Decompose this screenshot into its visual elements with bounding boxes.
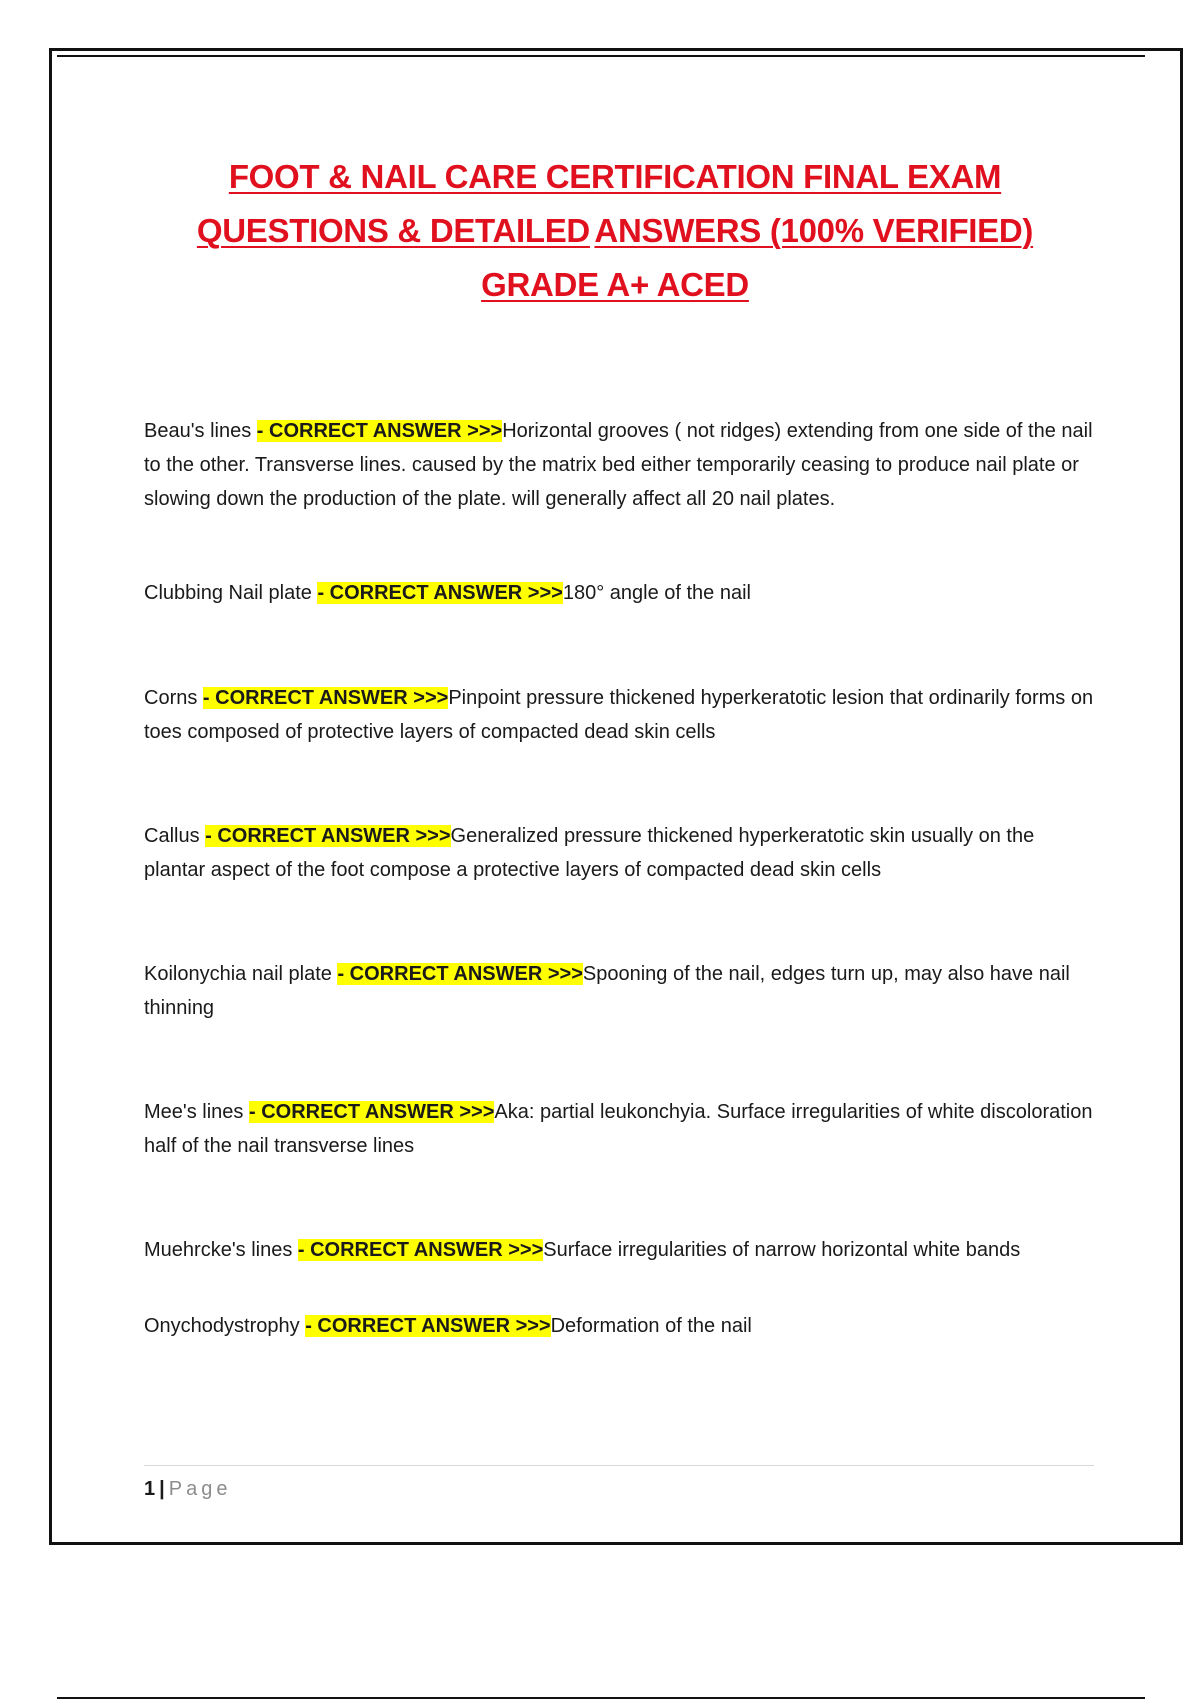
- page-number: 1: [144, 1478, 156, 1500]
- title-line-2a: QUESTIONS & DETAILED: [196, 212, 590, 249]
- entry-term: Callus: [144, 825, 206, 847]
- correct-answer-marker: - CORRECT ANSWER >>>: [305, 1315, 551, 1337]
- entry-term: Beau's lines: [144, 420, 257, 442]
- qa-list: [144, 414, 1094, 1343]
- qa-entry: [144, 414, 1094, 516]
- entry-term: Clubbing Nail plate: [144, 582, 318, 604]
- entry-answer: Aka: partial leukonchyia. Surface irregularities of white discoloration half of the nail transverse lines: [144, 1101, 1093, 1157]
- title-line-3: GRADE A+ ACED: [481, 266, 749, 303]
- qa-entry: [144, 1233, 1094, 1267]
- correct-answer-marker: - CORRECT ANSWER >>>: [297, 1239, 544, 1261]
- correct-answer-marker: - CORRECT ANSWER >>>: [337, 963, 583, 985]
- qa-entry: [144, 1309, 1094, 1343]
- qa-entry: [144, 576, 1094, 610]
- qa-entry: [144, 681, 1094, 749]
- entry-term: Koilonychia nail plate: [144, 963, 338, 985]
- entry-answer: Generalized pressure thickened hyperkeratotic skin usually on the plantar aspect of the foot compose a protective layers of compacted dead skin cells: [144, 825, 1035, 881]
- page-footer: [144, 1476, 231, 1502]
- document-title: [100, 150, 1130, 312]
- qa-entry: [144, 1095, 1094, 1163]
- correct-answer-marker: - CORRECT ANSWER >>>: [317, 582, 563, 604]
- entry-term: Muehrcke's lines: [144, 1239, 298, 1261]
- footer-rule: [144, 1465, 1094, 1466]
- entry-term: Mee's lines: [144, 1101, 249, 1123]
- correct-answer-marker: - CORRECT ANSWER >>>: [256, 420, 503, 442]
- top-rule: [57, 55, 1145, 57]
- correct-answer-marker: - CORRECT ANSWER >>>: [202, 687, 449, 709]
- correct-answer-marker: - CORRECT ANSWER >>>: [205, 825, 451, 847]
- entry-answer: Horizontal grooves ( not ridges) extending from one side of the nail to the other. Transverse lines. caused by the matrix bed either temporarily ceasing to produce nail plate or slowing down the production of the plate. will generally affect all 20 nail plates.: [144, 420, 1093, 510]
- entry-answer: Spooning of the nail, edges turn up, may also have nail thinning: [144, 963, 1070, 1019]
- entry-term: Corns: [144, 687, 203, 709]
- page-label: Page: [168, 1478, 232, 1500]
- entry-answer: Pinpoint pressure thickened hyperkeratotic lesion that ordinarily forms on toes composed of protective layers of compacted dead skin cells: [144, 687, 1094, 743]
- title-line-2b: ANSWERS (100% VERIFIED): [594, 212, 1034, 249]
- entry-term: Onychodystrophy: [144, 1315, 306, 1337]
- title-line-1: FOOT & NAIL CARE CERTIFICATION FINAL EXAM: [228, 158, 1002, 195]
- correct-answer-marker: - CORRECT ANSWER >>>: [248, 1101, 495, 1123]
- qa-entry: [144, 957, 1094, 1025]
- page-separator: |: [159, 1478, 165, 1500]
- entry-answer: 180° angle of the nail: [562, 582, 751, 604]
- entry-answer: Surface irregularities of narrow horizontal white bands: [543, 1239, 1021, 1261]
- entry-answer: Deformation of the nail: [550, 1315, 752, 1337]
- qa-entry: [144, 819, 1094, 887]
- next-page-top-rule: [57, 1697, 1145, 1699]
